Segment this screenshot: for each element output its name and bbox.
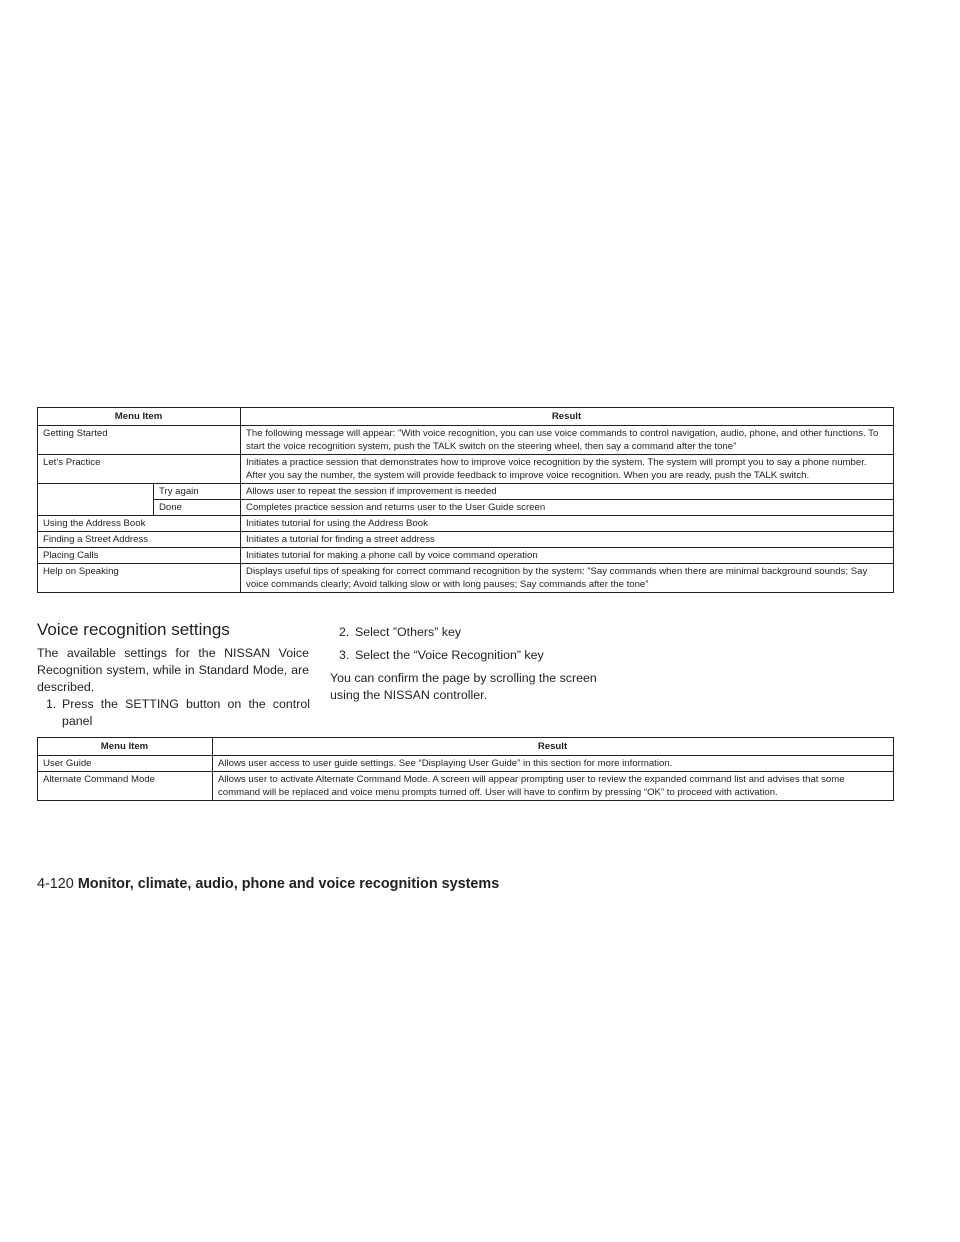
section-title: Voice recognition settings: [37, 620, 230, 639]
result-header: Result: [241, 408, 894, 426]
table-row: [38, 426, 894, 455]
voice-menu-table: [37, 407, 894, 593]
step-number: 1.: [46, 697, 57, 711]
result-cell: The following message will appear: ”With voice recognition, you can use voice commands to control navigation, audio, phone, and other functions. To start the voice recognition system, push the TALK switch on the steering wheel, then say a command after the tone”: [241, 426, 894, 455]
menu-item-cell: Let’s Practice: [38, 455, 241, 484]
chapter-title: Monitor, climate, audio, phone and voice recognition systems: [77, 876, 500, 892]
menu-item-cell: Finding a Street Address: [38, 532, 241, 548]
step-text: Select ”Others” key: [355, 625, 462, 639]
table-row: [38, 564, 894, 593]
result-cell: Allows user to activate Alternate Command Mode. A screen will appear prompting user to review the expanded command list and advises that some command will be replaced and voice menu prompts turned off. User will have to confirm by pressing “OK” to proceed with activation.: [213, 772, 894, 801]
step-number: 3.: [339, 648, 350, 662]
menu-item-header: Menu Item: [38, 408, 241, 426]
step-text: Press the SETTING button on the control panel: [62, 697, 310, 728]
confirm-paragraph: You can confirm the page by scrolling the screen using the NISSAN controller.: [330, 671, 597, 702]
result-cell: Initiates a practice session that demonstrates how to improve voice recognition by the system. The system will prompt you to say a phone number. After you say the number, the system will provide feedback to improve voice recognition. When you are ready, push the TALK switch.: [241, 455, 894, 484]
table-row: [38, 772, 894, 801]
table-row: [38, 484, 894, 500]
submenu-item-cell: Try again: [154, 484, 241, 500]
menu-item-cell: Placing Calls: [38, 548, 241, 564]
result-cell: Initiates tutorial for making a phone call by voice command operation: [241, 548, 894, 564]
submenu-item-cell: Done: [154, 500, 241, 516]
intro-paragraph: The available settings for the NISSAN Voice Recognition system, while in Standard Mode, are described.: [37, 646, 309, 694]
menu-item-cell: Getting Started: [38, 426, 241, 455]
result-cell: Completes practice session and returns user to the User Guide screen: [241, 500, 894, 516]
voice-settings-table: [37, 737, 894, 801]
empty-cell: [38, 484, 154, 516]
table-row: [38, 500, 894, 516]
table-header-row: [38, 408, 894, 426]
table-row: [38, 516, 894, 532]
table-row: [38, 756, 894, 772]
menu-item-cell: Alternate Command Mode: [38, 772, 213, 801]
step-text: Select the “Voice Recognition” key: [355, 648, 544, 662]
menu-item-cell: Using the Address Book: [38, 516, 241, 532]
step-number: 2.: [339, 625, 350, 639]
result-cell: Initiates tutorial for using the Address Book: [241, 516, 894, 532]
menu-item-header: Menu Item: [38, 738, 213, 756]
page-footer: [37, 876, 499, 892]
result-header: Result: [213, 738, 894, 756]
table-row: [38, 532, 894, 548]
page-number: 4-120: [37, 876, 74, 892]
result-cell: Initiates a tutorial for finding a street address: [241, 532, 894, 548]
table-row: [38, 455, 894, 484]
result-cell: Displays useful tips of speaking for correct command recognition by the system: ”Say commands when there are minimal background sounds; Say voice commands clearly; Avoid talking slow or with long pauses; Say commands after the tone”: [241, 564, 894, 593]
menu-item-cell: User Guide: [38, 756, 213, 772]
result-cell: Allows user to repeat the session if improvement is needed: [241, 484, 894, 500]
table-row: [38, 548, 894, 564]
menu-item-cell: Help on Speaking: [38, 564, 241, 593]
result-cell: Allows user access to user guide settings. See “Displaying User Guide” in this section for more information.: [213, 756, 894, 772]
table-header-row: [38, 738, 894, 756]
